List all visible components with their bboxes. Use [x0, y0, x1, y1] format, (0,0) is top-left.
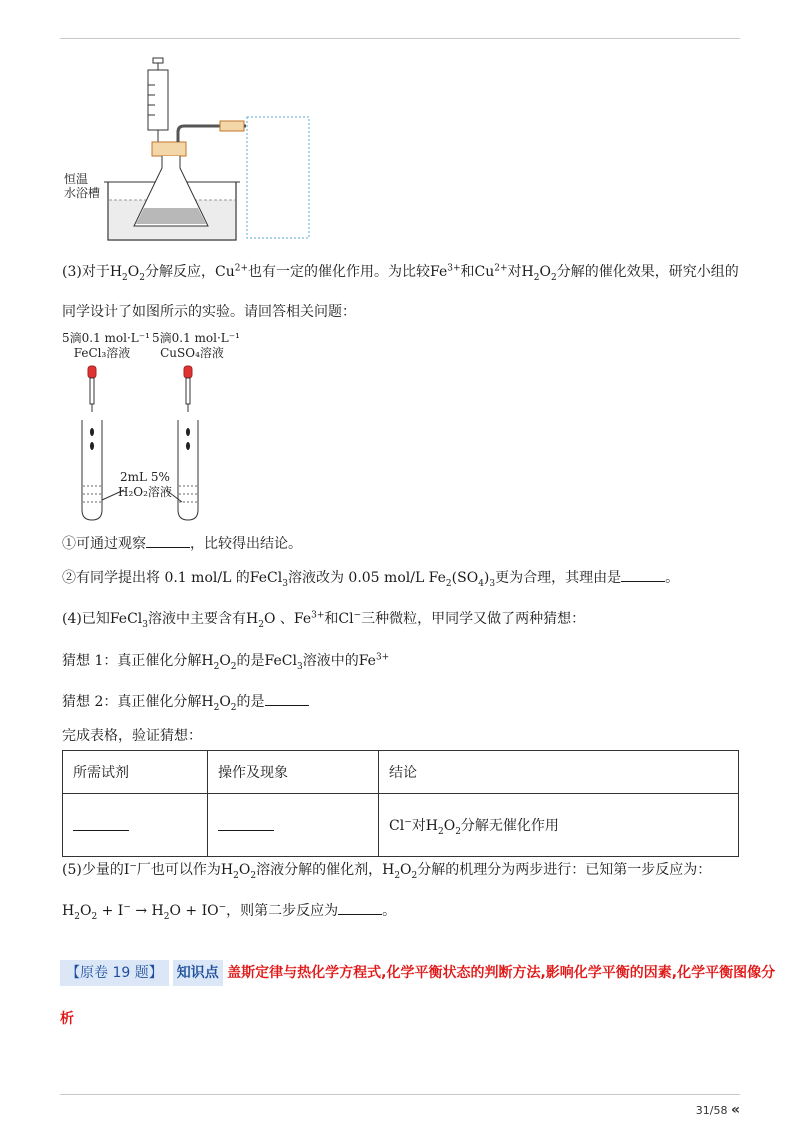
answer-blank[interactable] — [146, 533, 190, 548]
knowledge-topics-cont: 析 — [60, 1011, 74, 1027]
table-intro: 完成表格，验证猜想： — [62, 728, 202, 744]
apparatus-figure — [60, 50, 350, 250]
table-cell-blank[interactable] — [208, 794, 379, 857]
table-header-row — [63, 751, 739, 794]
left-dropper-label: 5滴0.1 mol·L⁻¹ FeCl₃溶液 — [62, 331, 150, 360]
q3-line1: (3)对于$H_2O_2$分解反应，$Cu^{2+}$也有一定的催化作用。为比较$Fe^{3+}$和$Cu^{2+}$对$H_2O_2$分解的催化效果，研究小组的 — [62, 263, 739, 283]
q5-line1: (5)少量的I−厂也可以作为$H_2O_2$溶液分解的催化剂，$H_2O_2$分解的机理分为两步进行：已知第一步反应为： — [62, 861, 712, 881]
right-dropper-label: 5滴0.1 mol·L⁻¹ CuSO₄溶液 — [152, 331, 240, 360]
guess-1: 猜想 1：真正催化分解$H_2O_2$的是FeCl$_3$溶液中的$Fe^{3+}$ — [62, 652, 390, 672]
answer-blank[interactable] — [73, 816, 129, 831]
table-header: 操作及现象 — [208, 751, 379, 794]
knowledge-point-tag: 知识点 — [173, 960, 223, 986]
question-ref-tag: 【原卷 19 题】 — [60, 960, 169, 986]
page-number: 31/58 « — [695, 1102, 740, 1118]
q3-sub2: ②有同学提出将 0.1 mol/L 的FeCl$_3$溶液改为 0.05 mol/L $Fe_2(SO_4)_3$更为合理，其理由是 。 — [62, 567, 679, 588]
table-row — [63, 794, 739, 857]
bath-label: 恒温 水浴槽 — [64, 172, 101, 200]
verification-table — [62, 750, 739, 857]
top-rule — [60, 38, 740, 39]
table-cell-blank[interactable] — [63, 794, 208, 857]
q4-line: (4)已知FeCl$_3$溶液中主要含有$H_2O$ 、$Fe^{3+}$和Cl−三种微粒，甲同学又做了两种猜想： — [62, 610, 586, 630]
h2o2-label: 2mL 5% H₂O₂溶液 — [118, 470, 172, 499]
table-cell-conclusion: Cl−对$H_2O_2$分解无催化作用 — [379, 794, 739, 857]
answer-blank[interactable] — [265, 691, 309, 706]
q3-sub1: ①可通过观察 ，比较得出结论。 — [62, 533, 302, 554]
answer-blank[interactable] — [621, 567, 665, 582]
table-header: 所需试剂 — [63, 751, 208, 794]
table-header: 结论 — [379, 751, 739, 794]
q3-line2: 同学设计了如图所示的实验。请回答相关问题： — [62, 304, 356, 320]
knowledge-point-banner — [60, 960, 775, 986]
double-chevron-icon: « — [730, 1102, 740, 1118]
bottom-rule — [60, 1094, 740, 1095]
guess-2: 猜想 2：真正催化分解$H_2O_2$的是 — [62, 691, 309, 712]
q5-equation: $H_2O_2 + I^- \to H_2O + IO^-$，则第二步反应为 。 — [62, 900, 396, 921]
knowledge-topics: 盖斯定律与热化学方程式,化学平衡状态的判断方法,影响化学平衡的因素,化学平衡图像分 — [227, 965, 776, 981]
answer-blank[interactable] — [218, 816, 274, 831]
answer-blank[interactable] — [338, 900, 382, 915]
